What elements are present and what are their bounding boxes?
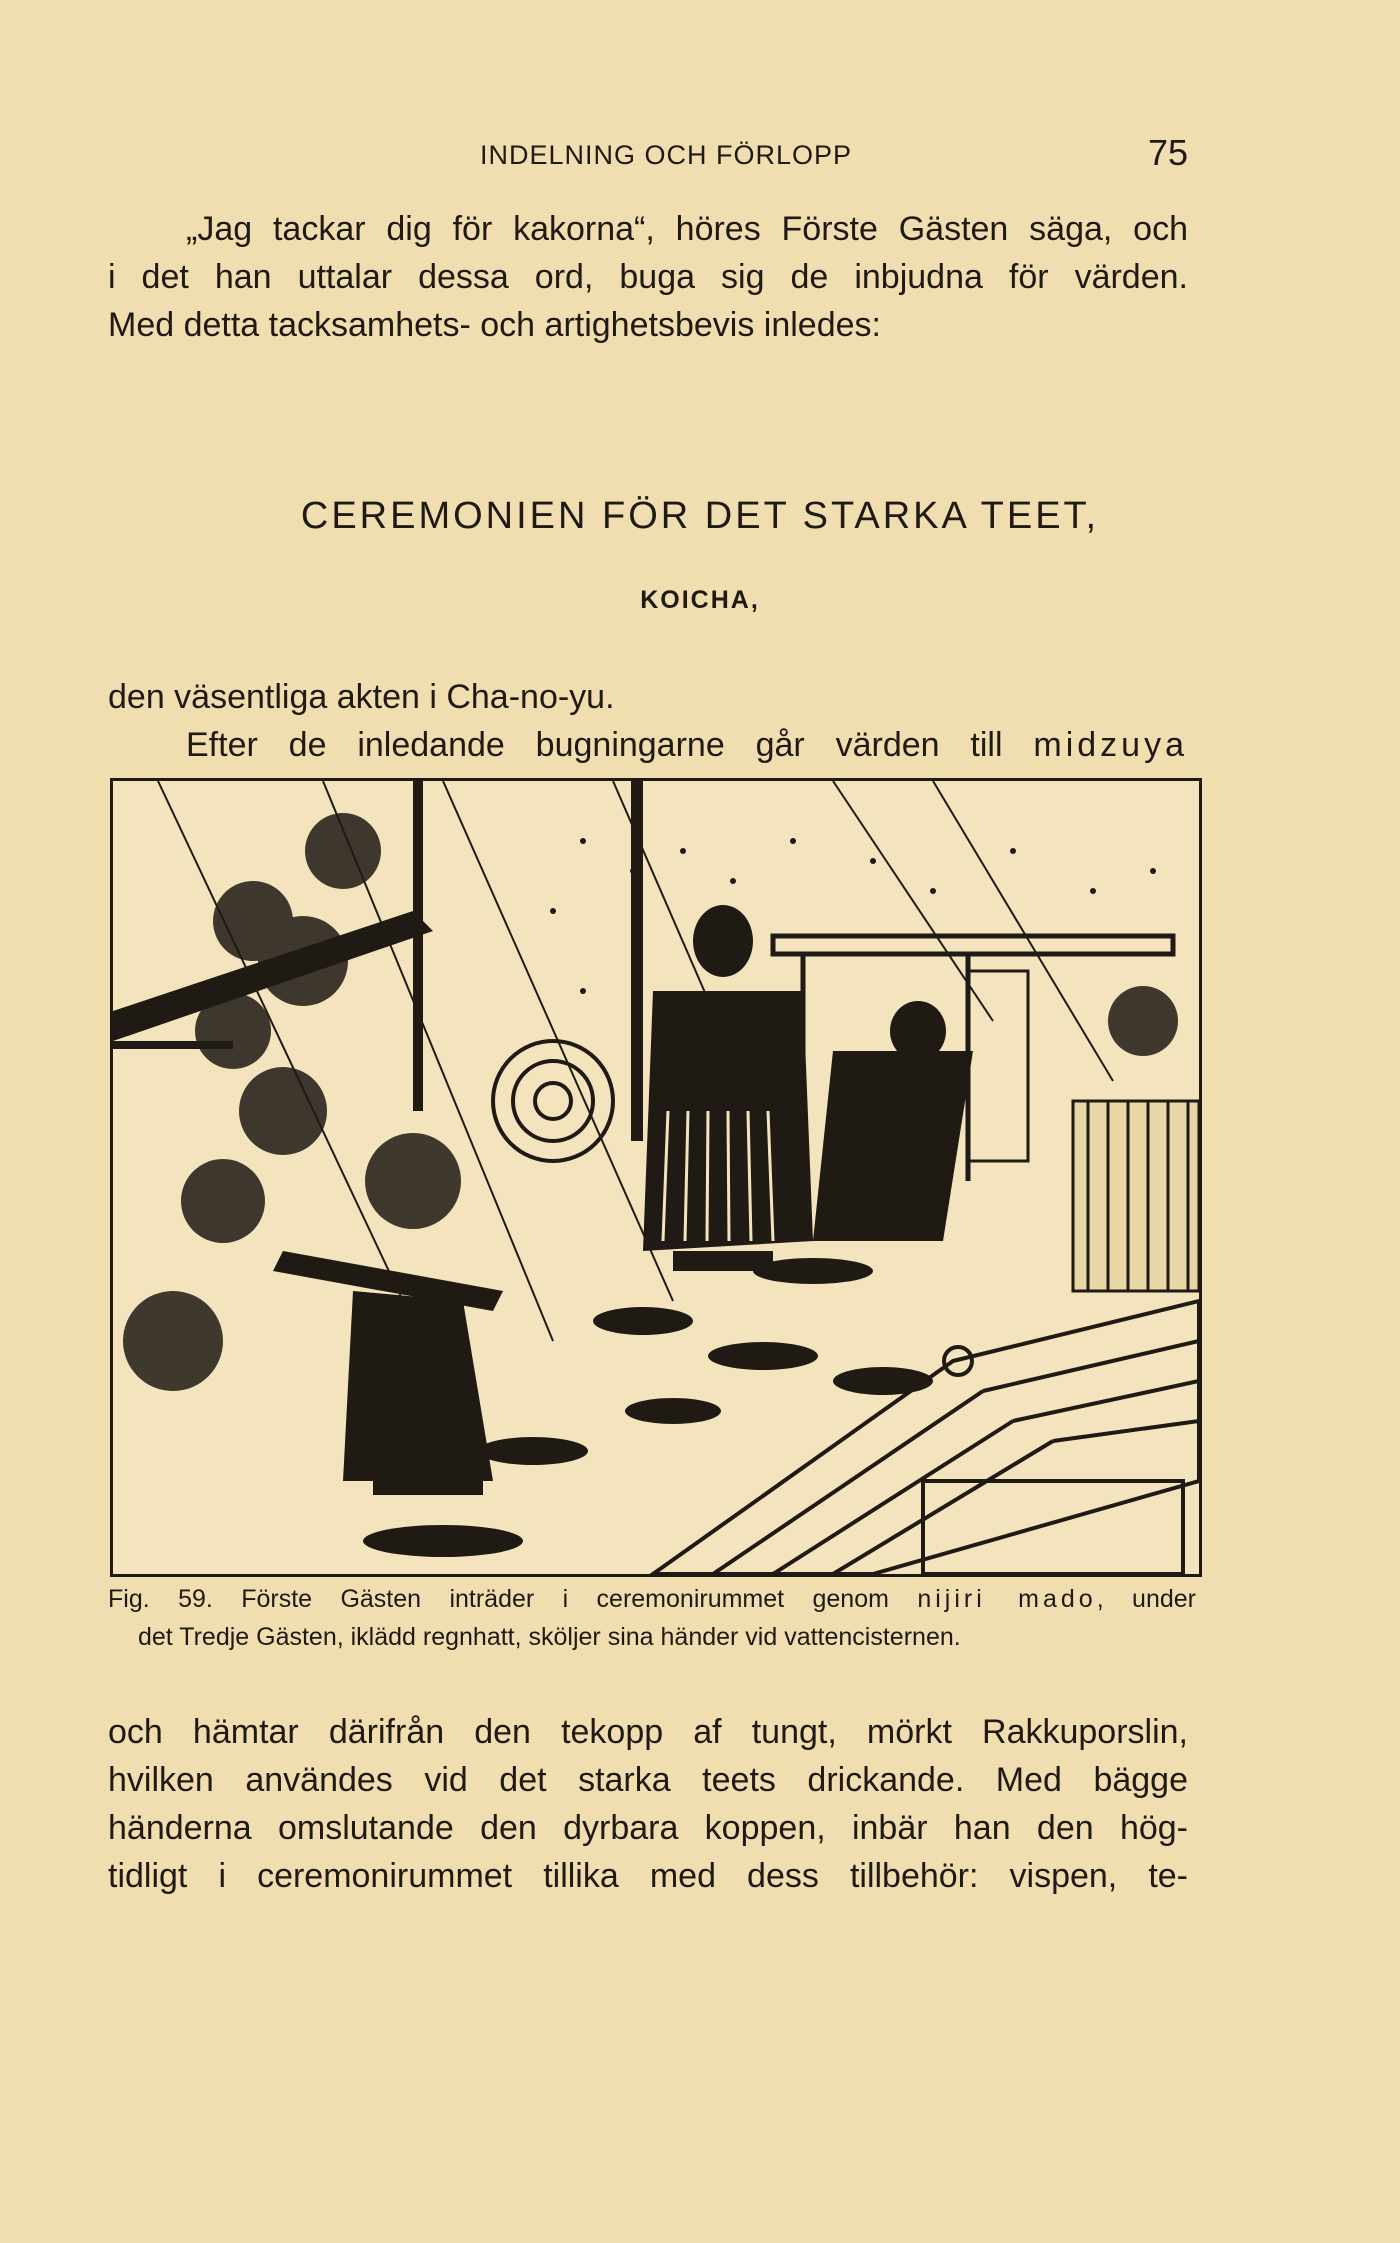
caption-line-2: det Tredje Gästen, iklädd regnhatt, sköljer sina händer vid vattencisternen. xyxy=(138,1623,961,1651)
term-nijiri-mado: nijiri mado xyxy=(917,1585,1097,1613)
page-number: 75 xyxy=(1148,132,1189,173)
woodcut-tea-garden-scene xyxy=(113,781,1199,1574)
caption-line-1-start: Fig. 59. Förste Gästen inträder i ceremonirummet genom xyxy=(108,1585,918,1613)
paragraph-1 xyxy=(108,205,1188,349)
paragraph-1-line-1: „Jag tackar dig för kakorna“, höres Förste Gästen säga, och xyxy=(186,210,1188,248)
paragraph-3-line-2: hvilken användes vid det starka teets drickande. Med bägge xyxy=(108,1761,1188,1799)
caption-line-1 xyxy=(108,1580,1196,1618)
paragraph-3-line-3: händerna omslutande den dyrbara koppen, inbär han den hög- xyxy=(108,1809,1188,1847)
paragraph-2-line-1: den väsentliga akten i Cha-no-yu. xyxy=(108,678,615,716)
paragraph-2-line-2 xyxy=(108,721,1188,769)
section-subtitle: KOICHA, xyxy=(640,586,760,614)
paragraph-3-line-1: och hämtar därifrån den tekopp af tungt, mörkt Rakkuporslin, xyxy=(108,1713,1188,1751)
figure-caption xyxy=(108,1580,1196,1656)
paragraph-1-line-2: i det han uttalar dessa ord, buga sig de inbjudna för värden. xyxy=(108,258,1188,296)
paragraph-3-line-4: tidligt i ceremonirummet tillika med dess tillbehör: vispen, te- xyxy=(108,1857,1188,1895)
paragraph-2-line-2-text: Efter de inledande bugningarne går värden till xyxy=(186,726,1034,764)
paragraph-1-line-3: Med detta tacksamhets- och artighetsbevis inledes: xyxy=(108,306,881,344)
paragraph-2 xyxy=(108,673,1188,769)
caption-line-1-end: , under xyxy=(1096,1585,1196,1613)
term-midzuya: midzuya xyxy=(1033,726,1188,764)
running-head: INDELNING OCH FÖRLOPP xyxy=(480,140,853,170)
paragraph-3 xyxy=(108,1708,1188,1900)
figure-illustration xyxy=(110,778,1202,1577)
section-title: CEREMONIEN FÖR DET STARKA TEET, xyxy=(300,495,1100,537)
